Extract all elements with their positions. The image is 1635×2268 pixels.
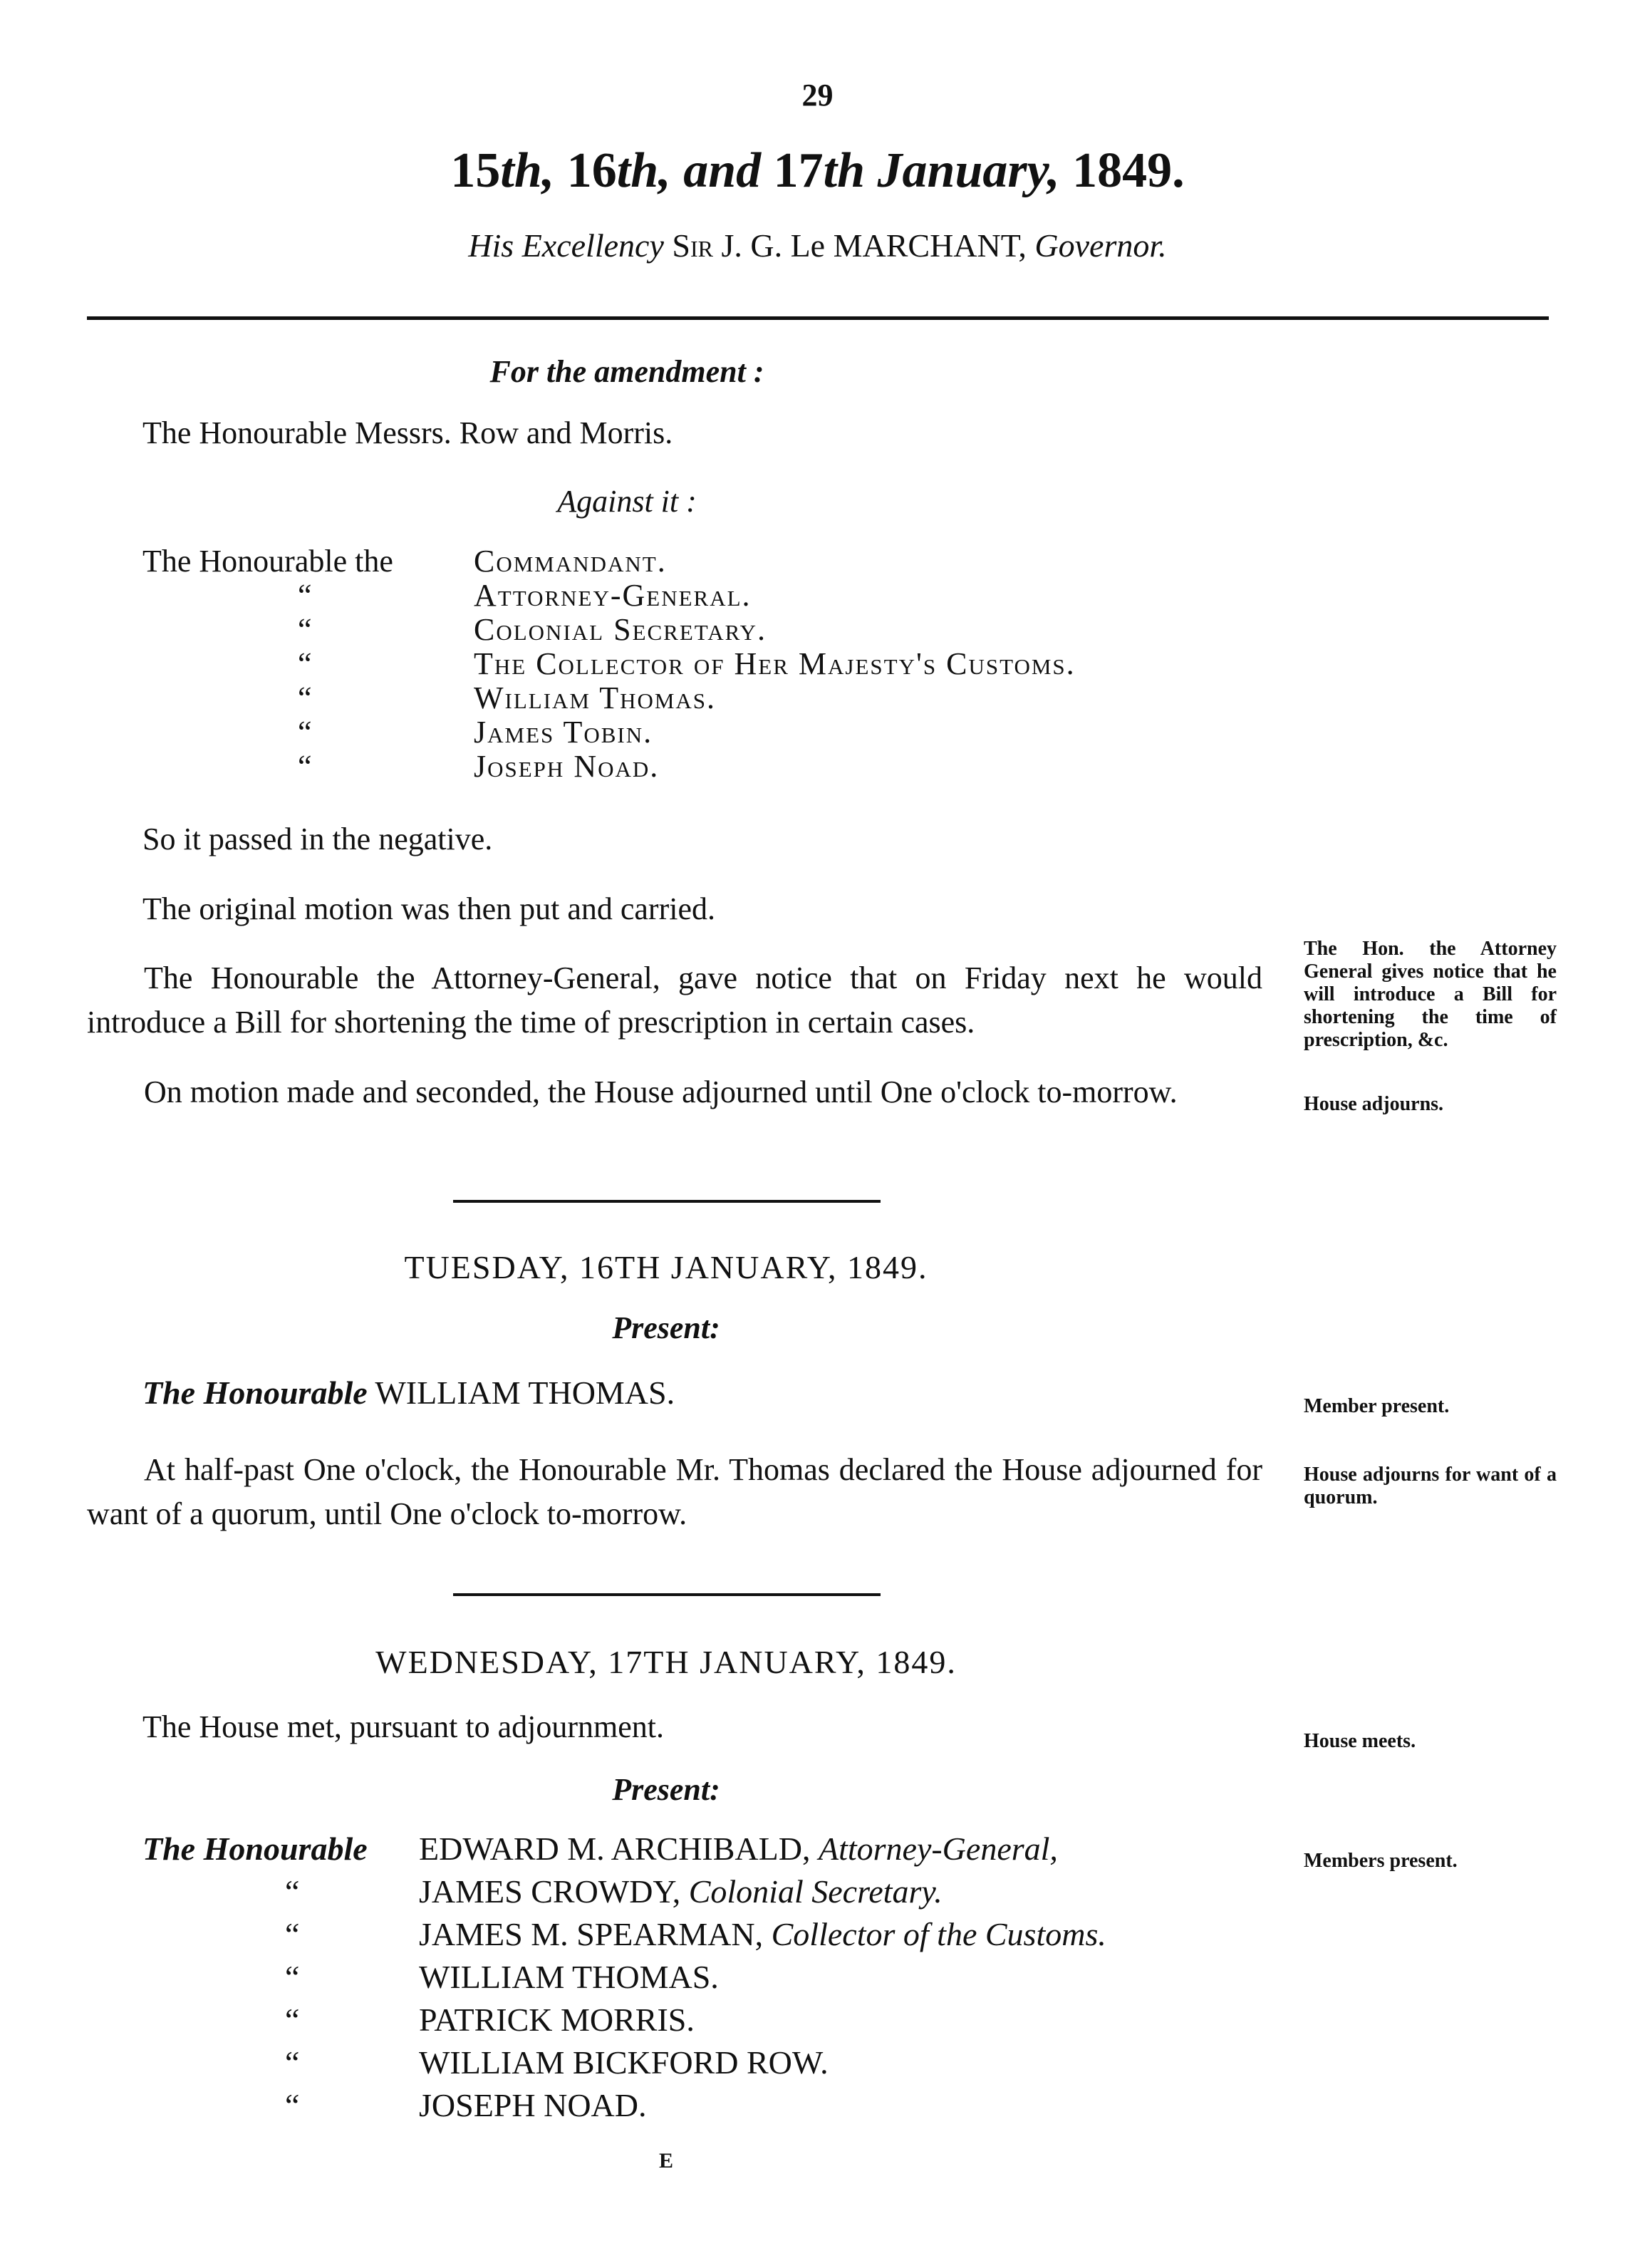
adjourn-paragraph: On motion made and seconded, the House adjourned until One o'clock to-morrow. [144,1075,1178,1109]
wednesday-member [419,2086,646,2124]
member-name: PATRICK MORRIS. [419,2002,695,2038]
date-year: 1849. [1072,143,1185,198]
negative-text: So it passed in the negative. [142,822,493,856]
governor-name: J. G. Le MARCHANT, [721,227,1027,264]
ditto-mark: “ [285,2002,300,2038]
against-name: Colonial Secretary. [474,612,767,647]
wednesday-heading: WEDNESDAY, 17TH JANUARY, 1849. [375,1644,957,1680]
ditto-mark: “ [298,715,312,750]
footer-signature-mark: E [658,2149,673,2173]
member-prefix: The Honourable [142,1374,368,1411]
date-suffix-3: th [823,143,866,198]
section-rule [453,1593,881,1596]
against-name: The Collector of Her Majesty's Customs. [474,646,1076,681]
ditto-mark: “ [285,1873,300,1910]
margin-note-want-quorum: House adjourns for want of a quorum. [1304,1464,1557,1508]
against-name: Joseph Noad. [474,749,660,784]
ditto-mark: “ [298,680,312,715]
tuesday-member-line [142,1374,675,1412]
wednesday-member [419,1915,1106,1953]
member-name: WILLIAM THOMAS. [419,1959,719,1995]
date-suffix-2: th, [616,143,671,198]
margin-note-members-present: Members present. [1304,1850,1458,1872]
member-name: WILLIAM THOMAS. [375,1374,675,1411]
wednesday-member-prefix [142,1830,368,1868]
ditto-mark: “ [285,1959,300,1995]
margin-note-member-present: Member present. [1304,1395,1450,1417]
wednesday-present-label: Present: [612,1772,720,1807]
house-met-text: The House met, pursuant to adjournment. [142,1709,664,1744]
ditto-mark: “ [298,578,312,613]
date-day-2: 16 [566,143,617,198]
ditto-mark: “ [285,2044,300,2081]
against-lead: The Honourable the [142,544,393,579]
member-name: JAMES CROWDY, [419,1873,681,1910]
against-heading: Against it : [557,484,697,519]
for-amendment-heading: For the amendment : [489,354,764,389]
header-rule [87,316,1549,320]
governor-prefix: His Excellency [468,227,664,264]
notice-paragraph: The Honourable the Attorney-General, gave notice that on Friday next he would introduce a Bill for shortening the time of prescription in certain cases. [87,960,1262,1040]
wednesday-member [419,2001,695,2039]
margin-note-adjourns: House adjourns. [1304,1093,1444,1115]
against-name: James Tobin. [474,715,653,750]
original-motion-text: The original motion was then put and carried. [142,891,715,926]
ditto-mark: “ [285,1916,300,1952]
against-name: Attorney-General. [474,578,752,613]
wednesday-member [419,1830,1058,1868]
ditto-mark: “ [298,749,312,784]
wednesday-member [419,2044,829,2081]
margin-note-notice: The Hon. the Attorney General gives notice that he will introduce a Bill for shortening the time of prescription, &c. [1304,938,1557,1051]
date-and: and [683,143,762,198]
tuesday-heading: TUESDAY, 16TH JANUARY, 1849. [404,1249,928,1285]
ditto-mark: “ [298,646,312,681]
date-heading [0,143,1635,200]
ditto-mark: “ [298,612,312,647]
against-name: William Thomas. [474,680,717,715]
member-name: JAMES M. SPEARMAN, [419,1916,764,1952]
governor-line [0,227,1635,264]
date-suffix-1: th, [500,143,555,198]
section-rule [453,1200,881,1203]
member-role: Collector of the Customs. [771,1916,1106,1952]
member-name: JOSEPH NOAD. [419,2087,647,2123]
wednesday-member [419,1873,943,1910]
tuesday-present-label: Present: [612,1310,720,1345]
tuesday-paragraph: At half-past One o'clock, the Honourable Mr. Thomas declared the House adjourned for want of a quorum, until One o'clock to-morrow. [87,1452,1262,1531]
page-number: 29 [801,78,834,113]
governor-title: Sir [672,227,713,264]
against-name: Commandant. [474,544,667,579]
margin-note-meets: House meets. [1304,1730,1416,1752]
ditto-mark: “ [285,2087,300,2123]
wednesday-member [419,1958,719,1996]
member-prefix: The Honourable [142,1831,368,1867]
member-name: EDWARD M. ARCHIBALD, [419,1831,811,1867]
for-amendment-text: The Honourable Messrs. Row and Morris. [142,415,673,450]
date-month: January, [877,143,1060,198]
member-role: Attorney-General, [818,1831,1058,1867]
date-day-3: 17 [773,143,824,198]
member-role: Colonial Secretary. [688,1873,943,1910]
member-name: WILLIAM BICKFORD ROW. [419,2044,829,2081]
date-day-1: 15 [450,143,501,198]
governor-role: Governor. [1034,227,1167,264]
